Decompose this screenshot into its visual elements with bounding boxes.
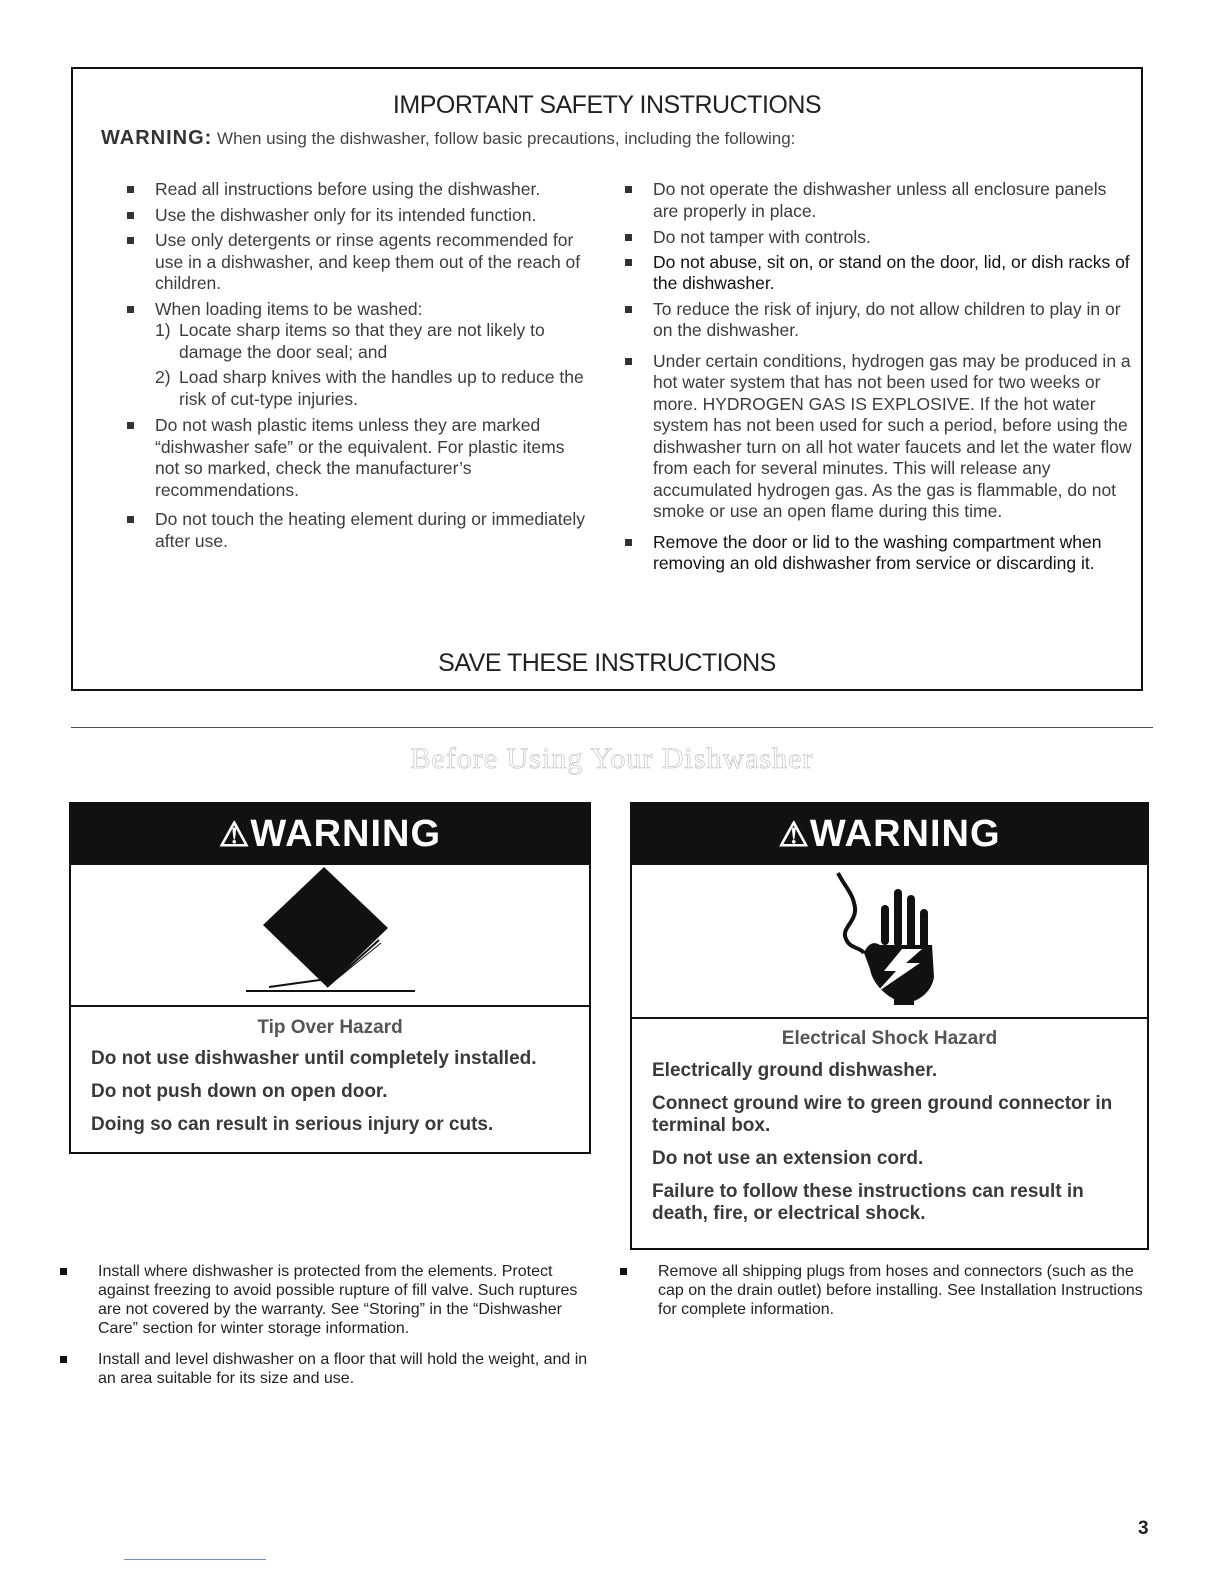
warning-header bbox=[632, 804, 1147, 865]
hazard-line: Connect ground wire to green ground connector in terminal box. bbox=[652, 1093, 1113, 1136]
lower-right-list bbox=[618, 1262, 1146, 1331]
electrical-shock-icon bbox=[632, 865, 1147, 1019]
hazard-line: Do not use an extension cord. bbox=[652, 1148, 924, 1169]
page-number: 3 bbox=[1138, 1518, 1149, 1539]
lower-left-list bbox=[58, 1262, 598, 1400]
list-item: Do not abuse, sit on, or stand on the door, lid, or dish racks of the dishwasher. bbox=[621, 252, 1133, 295]
safety-left-column bbox=[123, 179, 593, 552]
hazard-line: Failure to follow these instructions can result in death, fire, or electrical shock. bbox=[652, 1181, 1084, 1224]
list-item: Install where dishwasher is protected from the elements. Protect against freezing to avoid possible rupture of fill valve. Such ruptures are not covered by the warranty. See “Storing” in the “Dishwasher Care” section for winter storage information. bbox=[58, 1262, 598, 1338]
sub-item-text: Locate sharp items so that they are not likely to damage the door seal; and bbox=[179, 320, 545, 362]
warning-header bbox=[71, 804, 589, 865]
tip-over-warning-panel bbox=[69, 802, 591, 1154]
tip-over-icon-graphic bbox=[71, 865, 589, 1005]
list-item: To reduce the risk of injury, do not allow children to play in or on the dishwasher. bbox=[621, 299, 1133, 342]
loading-subitems bbox=[155, 320, 593, 410]
warning-header-label: WARNING bbox=[250, 813, 442, 855]
section-title: Before Using Your Dishwasher bbox=[410, 742, 814, 775]
list-item: Remove the door or lid to the washing compartment when removing an old dishwasher from service or discarding it. bbox=[621, 532, 1133, 575]
section-divider bbox=[71, 727, 1153, 728]
safety-right-column bbox=[621, 179, 1133, 575]
hazard-line: Do not use dishwasher until completely installed. bbox=[91, 1048, 537, 1069]
list-item: Read all instructions before using the dishwasher. bbox=[123, 179, 593, 201]
hazard-line: Electrically ground dishwasher. bbox=[652, 1060, 938, 1081]
list-item: Under certain conditions, hydrogen gas may be produced in a hot water system that has not been used for two weeks or more. HYDROGEN GAS IS EXPLOSIVE. If the hot water system has not been used for such a period, before using the dishwasher turn on all hot water faucets and let the water flow from each for several minutes. This will release any accumulated hydrogen gas. As the gas is flammable, do not smoke or use an open flame during this time. bbox=[621, 351, 1133, 523]
sub-item-number: 1) bbox=[155, 320, 171, 340]
footer-divider bbox=[124, 1559, 266, 1560]
sub-item-text: Load sharp knives with the handles up to reduce the risk of cut-type injuries. bbox=[179, 367, 584, 409]
sub-item bbox=[155, 367, 593, 410]
hazard-title: Electrical Shock Hazard bbox=[781, 1028, 998, 1049]
sub-item-number: 2) bbox=[155, 367, 171, 387]
tip-over-icon bbox=[71, 865, 589, 1007]
list-item bbox=[123, 299, 593, 411]
loading-heading: When loading items to be washed: bbox=[155, 298, 423, 319]
list-item: Do not operate the dishwasher unless all enclosure panels are properly in place. bbox=[621, 179, 1133, 222]
list-item: Use the dishwasher only for its intended function. bbox=[123, 205, 593, 227]
warning-intro-text: When using the dishwasher, follow basic precautions, including the following: bbox=[212, 129, 796, 148]
electrical-shock-hazard-text bbox=[632, 1019, 1147, 1225]
warning-header-label: WARNING bbox=[809, 813, 1001, 855]
safety-instructions-box bbox=[71, 67, 1143, 691]
save-instructions-title: SAVE THESE INSTRUCTIONS bbox=[438, 649, 776, 677]
list-item: Use only detergents or rinse agents recommended for use in a dishwasher, and keep them out of the reach of children. bbox=[123, 230, 593, 295]
warning-triangle-icon: ⚠ bbox=[778, 816, 810, 854]
warning-intro bbox=[101, 127, 795, 150]
tip-over-hazard-text bbox=[71, 1007, 589, 1136]
list-item: Install and level dishwasher on a floor that will hold the weight, and in an area suitable for its size and use. bbox=[58, 1350, 598, 1388]
electrical-shock-icon-graphic bbox=[632, 865, 1147, 1017]
list-item: Do not tamper with controls. bbox=[621, 227, 1133, 249]
list-item: Remove all shipping plugs from hoses and connectors (such as the cap on the drain outlet) before installing. See Installation Instructions for complete information. bbox=[618, 1262, 1146, 1319]
list-item: Do not wash plastic items unless they are marked “dishwasher safe” or the equivalent. For plastic items not so marked, check the manufacturer’s recommendations. bbox=[123, 415, 593, 501]
electrical-shock-warning-panel bbox=[630, 802, 1149, 1250]
sub-item bbox=[155, 320, 593, 363]
warning-lead: WARNING: bbox=[101, 127, 213, 149]
list-item: Do not touch the heating element during or immediately after use. bbox=[123, 509, 593, 552]
safety-title: IMPORTANT SAFETY INSTRUCTIONS bbox=[392, 91, 822, 119]
hazard-line: Doing so can result in serious injury or cuts. bbox=[91, 1114, 494, 1135]
warning-triangle-icon: ⚠ bbox=[218, 816, 251, 854]
hazard-line: Do not push down on open door. bbox=[91, 1081, 388, 1102]
hazard-title: Tip Over Hazard bbox=[257, 1017, 403, 1038]
